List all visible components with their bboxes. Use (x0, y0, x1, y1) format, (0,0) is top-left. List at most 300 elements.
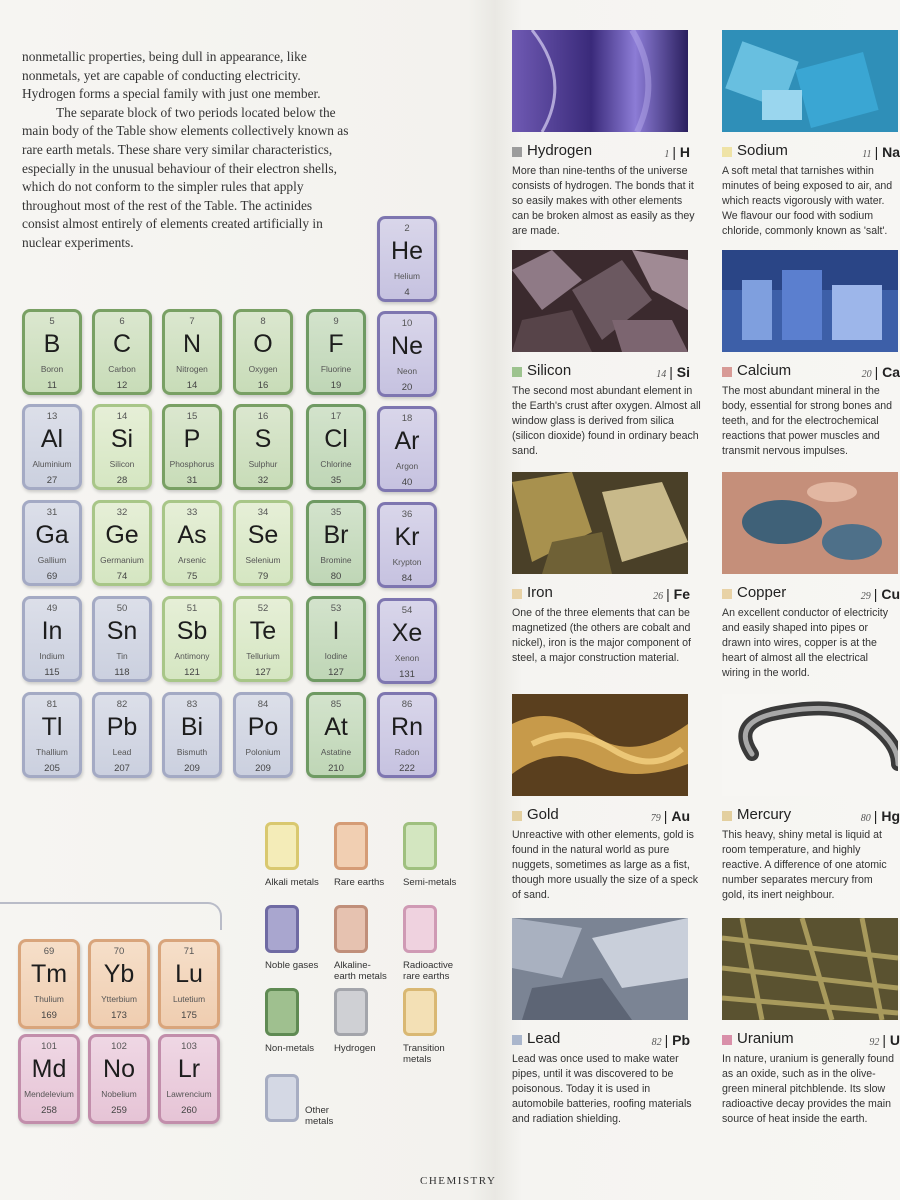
tile-atomic-number: 18 (401, 413, 413, 424)
caption-hydrogen (512, 142, 702, 162)
element-symbol: Au (671, 808, 690, 824)
tile-name: Tellurium (246, 651, 280, 661)
tile-atomic-weight: 16 (257, 380, 269, 391)
element-symbol: Na (882, 144, 900, 160)
tile-atomic-number: 17 (330, 411, 342, 422)
tile-atomic-weight: 127 (255, 667, 271, 678)
tile-name: Sulphur (248, 459, 278, 469)
legend-label-alkali: Alkali metals (265, 877, 319, 888)
caption-lead (512, 1030, 702, 1050)
tile-atomic-number: 102 (111, 1041, 127, 1052)
legend-label-alkaline: Alkaline-earth metals (334, 960, 387, 982)
intro-paragraph-1: nonmetallic properties, being dull in appearance, like nonmetals, yet are capable of conducting electricity. Hydrogen forms a special family with just one member. (22, 49, 321, 102)
tile-atomic-number: 33 (186, 507, 198, 518)
tile-atomic-weight: 118 (114, 667, 130, 678)
category-swatch (512, 1035, 522, 1045)
element-code (664, 144, 690, 160)
tile-name: Gallium (37, 555, 67, 565)
tile-name: Radon (394, 747, 420, 757)
tile-atomic-number: 86 (401, 699, 413, 710)
tile-atomic-number: 84 (257, 699, 269, 710)
tile-atomic-weight: 20 (401, 382, 413, 393)
tile-atomic-weight: 80 (330, 571, 342, 582)
tile-symbol: Xe (391, 619, 423, 647)
tile-atomic-number: 53 (330, 603, 342, 614)
caption-sodium (722, 142, 900, 162)
tile-atomic-weight: 12 (116, 380, 128, 391)
photo-mercury (722, 694, 898, 796)
category-swatch (512, 147, 522, 157)
element-name: Calcium (737, 362, 792, 379)
atomic-number: 26 (653, 591, 664, 602)
element-symbol: Pb (672, 1032, 690, 1048)
element-tile-tm (18, 939, 80, 1029)
tile-atomic-number: 71 (183, 946, 195, 957)
element-tile-cl (306, 404, 366, 490)
element-tile-lu (158, 939, 220, 1029)
tile-atomic-weight: 259 (111, 1105, 127, 1116)
caption-calcium (722, 362, 900, 382)
caption-gold (512, 806, 702, 826)
tile-symbol: Sn (106, 617, 138, 645)
element-tile-f (306, 309, 366, 395)
divider: | (672, 144, 680, 160)
tile-atomic-number: 6 (119, 316, 125, 327)
tile-atomic-number: 5 (49, 316, 55, 327)
legend-swatch-alkali (265, 822, 299, 870)
element-tile-sn (92, 596, 152, 682)
rare-earth-bracket (0, 902, 222, 930)
tile-symbol: In (41, 617, 63, 645)
element-tile-lr (158, 1034, 220, 1124)
tile-atomic-weight: 169 (41, 1010, 57, 1021)
element-tile-n (162, 309, 222, 395)
tile-symbol: Rn (391, 713, 423, 741)
element-tile-te (233, 596, 293, 682)
tile-symbol: Lr (177, 1055, 201, 1083)
element-tile-no (88, 1034, 150, 1124)
tile-name: Thulium (34, 994, 64, 1004)
element-tile-md (18, 1034, 80, 1124)
tile-atomic-weight: 79 (257, 571, 269, 582)
tile-atomic-number: 49 (46, 603, 58, 614)
element-code (861, 586, 900, 602)
tile-atomic-number: 101 (41, 1041, 57, 1052)
tile-atomic-weight: 14 (186, 380, 198, 391)
tile-name: Chlorine (320, 459, 352, 469)
tile-atomic-weight: 27 (46, 475, 58, 486)
element-symbol: Cu (881, 586, 900, 602)
tile-atomic-number: 85 (330, 699, 342, 710)
tile-atomic-weight: 74 (116, 571, 128, 582)
tile-atomic-weight: 209 (255, 763, 271, 774)
category-swatch (512, 811, 522, 821)
tile-name: Astatine (320, 747, 352, 757)
atomic-number: 82 (651, 1037, 662, 1048)
element-tile-c (92, 309, 152, 395)
tile-symbol: Ge (105, 521, 139, 549)
tile-symbol: Bi (180, 713, 204, 741)
tile-atomic-weight: 11 (47, 380, 57, 391)
divider: | (666, 586, 674, 602)
element-name: Silicon (527, 362, 572, 379)
tile-name: Nobelium (101, 1089, 137, 1099)
category-swatch (722, 589, 732, 599)
tile-atomic-number: 13 (46, 411, 58, 422)
tile-atomic-number: 103 (181, 1041, 197, 1052)
caption-uranium (722, 1030, 900, 1050)
tile-atomic-weight: 210 (328, 763, 344, 774)
tile-atomic-weight: 207 (114, 763, 130, 774)
legend-label-transition: Transition metals (403, 1043, 445, 1065)
element-symbol: H (679, 144, 690, 160)
tile-name: Antimony (174, 651, 210, 661)
tile-name: Indium (39, 651, 65, 661)
legend-swatch-radio (403, 905, 437, 953)
element-tile-po (233, 692, 293, 778)
tile-symbol: Sb (176, 617, 208, 645)
photo-hydrogen (512, 30, 688, 132)
tile-name: Polonium (245, 747, 281, 757)
tile-atomic-weight: 115 (44, 667, 60, 678)
tile-name: Lawrencium (166, 1089, 212, 1099)
tile-name: Ytterbium (101, 994, 137, 1004)
legend-label-semi: Semi-metals (403, 877, 457, 888)
description-lead: Lead was once used to make water pipes, until it was discovered to be poisonous. Today it is used in automobile batteries, roofing materials and radiation shielding. (512, 1053, 692, 1125)
element-tile-kr (377, 502, 437, 588)
tile-symbol: He (391, 237, 423, 265)
tile-atomic-weight: 32 (257, 475, 269, 486)
element-tile-tl (22, 692, 82, 778)
caption-silicon (512, 362, 702, 382)
tile-name: Iodine (324, 651, 348, 661)
element-tile-sb (162, 596, 222, 682)
element-code (653, 586, 690, 602)
description-calcium: The most abundant mineral in the body, essential for strong bones and teeth, and for the electrochemical reactions that power muscles and transmit nervous impulses. (722, 385, 893, 457)
element-tile-se (233, 500, 293, 586)
atomic-number: 1 (664, 149, 670, 160)
tile-atomic-weight: 127 (328, 667, 344, 678)
tile-atomic-weight: 260 (181, 1105, 197, 1116)
tile-symbol: Md (31, 1055, 67, 1083)
tile-name: Fluorine (320, 364, 352, 374)
tile-name: Lutetium (172, 994, 206, 1004)
legend-label-radio: Radioactive rare earths (403, 960, 454, 982)
element-symbol: Fe (673, 586, 690, 602)
divider: | (664, 1032, 673, 1048)
tile-atomic-number: 36 (401, 509, 413, 520)
tile-atomic-number: 8 (260, 316, 266, 327)
tile-name: Aluminium (32, 459, 72, 469)
photo-copper (722, 472, 898, 574)
legend-label-rare: Rare earths (334, 877, 385, 888)
element-tile-ne (377, 311, 437, 397)
tile-atomic-number: 82 (116, 699, 128, 710)
tile-symbol: Tl (41, 713, 63, 741)
tile-name: Lead (112, 747, 132, 757)
legend-label-other: Other metals (305, 1105, 334, 1127)
legend-label-nonmetals: Non-metals (265, 1043, 315, 1054)
tile-symbol: F (328, 330, 344, 358)
tile-atomic-weight: 258 (41, 1105, 57, 1116)
element-tile-yb (88, 939, 150, 1029)
legend-swatch-hydrogen (334, 988, 368, 1036)
tile-atomic-number: 15 (186, 411, 198, 422)
element-tile-in (22, 596, 82, 682)
tile-atomic-number: 7 (189, 316, 195, 327)
tile-atomic-weight: 75 (186, 571, 198, 582)
legend-swatch-other (265, 1074, 299, 1122)
legend-label-noble: Noble gases (265, 960, 319, 971)
element-name: Copper (737, 584, 787, 601)
tile-atomic-number: 51 (186, 603, 198, 614)
tile-atomic-weight: 19 (330, 380, 342, 391)
tile-atomic-weight: 205 (44, 763, 60, 774)
tile-atomic-weight: 35 (330, 475, 342, 486)
photo-uranium (722, 918, 898, 1020)
tile-atomic-weight: 40 (401, 477, 413, 488)
tile-symbol: C (112, 330, 132, 358)
tile-name: Xenon (394, 653, 420, 663)
tile-symbol: Tm (30, 960, 68, 988)
category-swatch (512, 367, 522, 377)
description-iron: One of the three elements that can be magnetized (the others are cobalt and nickel), iron is the major component of steel, a major construction material. (512, 607, 691, 664)
legend-swatch-nonmetals (265, 988, 299, 1036)
legend-label-hydrogen: Hydrogen (334, 1043, 376, 1054)
atomic-number: 92 (869, 1037, 880, 1048)
tile-name: Tin (116, 651, 128, 661)
legend-swatch-semi (403, 822, 437, 870)
tile-symbol: N (182, 330, 202, 358)
tile-symbol: Yb (103, 960, 135, 988)
element-symbol: U (889, 1032, 900, 1048)
element-tile-ga (22, 500, 82, 586)
tile-name: Krypton (392, 557, 422, 567)
tile-name: Phosphorus (169, 459, 215, 469)
element-tile-o (233, 309, 293, 395)
tile-name: Selenium (245, 555, 281, 565)
tile-symbol: Te (249, 617, 277, 645)
tile-atomic-weight: 209 (184, 763, 200, 774)
element-tile-xe (377, 598, 437, 684)
tile-atomic-number: 32 (116, 507, 128, 518)
tile-name: Germanium (100, 555, 144, 565)
tile-name: Mendelevium (24, 1089, 74, 1099)
element-name: Gold (527, 806, 559, 823)
element-name: Sodium (737, 142, 788, 159)
tile-symbol: P (183, 425, 201, 453)
atomic-number: 79 (650, 813, 661, 824)
legend-swatch-rare (334, 822, 368, 870)
tile-atomic-number: 81 (46, 699, 58, 710)
divider: | (874, 144, 883, 160)
tile-name: Argon (395, 461, 419, 471)
tile-atomic-number: 10 (401, 318, 413, 329)
element-name: Uranium (737, 1030, 794, 1047)
intro-text (22, 48, 352, 253)
element-tile-si (92, 404, 152, 490)
tile-name: Boron (40, 364, 64, 374)
element-tile-he (377, 216, 437, 302)
divider: | (669, 364, 677, 380)
atomic-number: 11 (862, 149, 872, 160)
tile-atomic-number: 16 (257, 411, 269, 422)
description-mercury: This heavy, shiny metal is liquid at room temperature, and highly reactive. A difference of one atomic number separates mercury from gold, its inert neighbour. (722, 829, 887, 901)
tile-symbol: Br (323, 521, 349, 549)
tile-symbol: I (332, 617, 340, 645)
element-code (652, 1032, 690, 1048)
tile-symbol: Lu (175, 960, 203, 988)
tile-symbol: Si (110, 425, 134, 453)
atomic-number: 14 (656, 369, 667, 380)
element-name: Lead (527, 1030, 561, 1047)
tile-atomic-weight: 28 (116, 475, 128, 486)
divider: | (873, 808, 882, 824)
element-symbol: Hg (881, 808, 900, 824)
intro-paragraph-2: The separate block of two periods located below the main body of the Table show elements collectively known as rare earth metals. These share very similar characteristics, especially in the unusual behaviour of their electron shells, which do not conform to the simpler rules that apply throughout most of the rest of the Table. The actinides consist almost entirely of elements created artificially in nuclear experiments. (22, 104, 349, 250)
page-footer: CHEMISTRY (420, 1175, 497, 1187)
legend-swatch-alkaline (334, 905, 368, 953)
element-tile-rn (377, 692, 437, 778)
tile-symbol: Al (40, 425, 64, 453)
element-code (861, 808, 900, 824)
tile-atomic-weight: 69 (46, 571, 58, 582)
tile-symbol: Ne (391, 332, 423, 360)
element-tile-i (306, 596, 366, 682)
tile-name: Silicon (109, 459, 135, 469)
tile-symbol: At (324, 713, 348, 741)
tile-symbol: S (254, 425, 272, 453)
tile-name: Bismuth (176, 747, 208, 757)
element-tile-as (162, 500, 222, 586)
description-sodium: A soft metal that tarnishes within minutes of being exposed to air, and which reacts vigorously with water. We flavour our food with sodium chloride, commonly known as 'salt'. (722, 165, 893, 237)
caption-mercury (722, 806, 900, 826)
description-hydrogen: More than nine-tenths of the universe consists of hydrogen. The bonds that it so easily makes with other elements can be broken almost as easily as they are made. (512, 165, 695, 237)
tile-symbol: Po (247, 713, 279, 741)
category-swatch (722, 1035, 732, 1045)
element-code (869, 1032, 900, 1048)
element-tile-p (162, 404, 222, 490)
tile-atomic-weight: 131 (399, 669, 415, 680)
element-code (651, 808, 690, 824)
tile-name: Neon (396, 366, 418, 376)
element-name: Iron (527, 584, 553, 601)
tile-atomic-weight: 31 (186, 475, 198, 486)
divider: | (663, 808, 672, 824)
tile-atomic-weight: 173 (111, 1010, 127, 1021)
divider: | (882, 1032, 890, 1048)
tile-symbol: Ga (35, 521, 69, 549)
tile-name: Arsenic (178, 555, 206, 565)
description-copper: An excellent conductor of electricity and easily shaped into pipes or drawn into wires, copper is at the heart of almost all the electrical wiring in the world. (722, 607, 889, 679)
photo-sodium (722, 30, 898, 132)
tile-name: Oxygen (248, 364, 278, 374)
element-name: Hydrogen (527, 142, 593, 159)
atomic-number: 29 (860, 591, 871, 602)
element-tile-br (306, 500, 366, 586)
element-tile-pb (92, 692, 152, 778)
element-code (862, 144, 900, 160)
divider: | (874, 364, 883, 380)
tile-symbol: Cl (324, 425, 348, 453)
tile-atomic-number: 50 (116, 603, 128, 614)
element-symbol: Ca (882, 364, 900, 380)
element-tile-s (233, 404, 293, 490)
tile-atomic-number: 52 (257, 603, 269, 614)
tile-symbol: As (177, 521, 207, 549)
category-swatch (512, 589, 522, 599)
photo-gold (512, 694, 688, 796)
tile-name: Bromine (320, 555, 352, 565)
tile-atomic-number: 31 (46, 507, 58, 518)
tile-atomic-weight: 4 (404, 287, 410, 298)
category-swatch (722, 147, 732, 157)
tile-atomic-number: 69 (43, 946, 55, 957)
legend-swatch-noble (265, 905, 299, 953)
tile-atomic-number: 54 (401, 605, 413, 616)
photo-iron (512, 472, 688, 574)
description-silicon: The second most abundant element in the Earth's crust after oxygen. Almost all window glass is derived from silica (silicon dioxide) found in ordinary beach sand. (512, 385, 701, 457)
caption-iron (512, 584, 702, 604)
element-tile-b (22, 309, 82, 395)
element-tile-ge (92, 500, 152, 586)
legend-swatch-transition (403, 988, 437, 1036)
description-gold: Unreactive with other elements, gold is found in the natural world as pure nuggets, sometimes as large as a fist, though more usually the size of a speck of sand. (512, 829, 699, 901)
tile-atomic-weight: 175 (181, 1010, 197, 1021)
tile-atomic-number: 83 (186, 699, 198, 710)
tile-atomic-number: 35 (330, 507, 342, 518)
tile-name: Nitrogen (176, 364, 208, 374)
atomic-number: 20 (861, 369, 872, 380)
element-symbol: Si (676, 364, 690, 380)
element-tile-ar (377, 406, 437, 492)
tile-atomic-number: 14 (116, 411, 128, 422)
element-tile-al (22, 404, 82, 490)
tile-symbol: No (103, 1055, 135, 1083)
tile-symbol: Pb (106, 713, 138, 741)
tile-name: Thallium (36, 747, 68, 757)
element-name: Mercury (737, 806, 792, 823)
tile-atomic-number: 70 (113, 946, 125, 957)
caption-copper (722, 584, 900, 604)
tile-atomic-number: 34 (257, 507, 269, 518)
element-code (656, 364, 690, 380)
tile-symbol: O (253, 330, 273, 358)
tile-atomic-number: 9 (333, 316, 339, 327)
tile-name: Carbon (108, 364, 136, 374)
tile-atomic-number: 2 (404, 223, 410, 234)
element-code (862, 364, 900, 380)
element-tile-at (306, 692, 366, 778)
tile-atomic-weight: 121 (184, 667, 200, 678)
photo-lead (512, 918, 688, 1020)
tile-symbol: Ar (394, 427, 420, 455)
divider: | (873, 586, 882, 602)
category-swatch (722, 367, 732, 377)
tile-symbol: B (43, 330, 61, 358)
atomic-number: 80 (860, 813, 871, 824)
photo-calcium (722, 250, 898, 352)
photo-silicon (512, 250, 688, 352)
tile-name: Helium (393, 271, 421, 281)
tile-atomic-weight: 84 (401, 573, 413, 584)
description-uranium: In nature, uranium is generally found as an oxide, such as in the olive-green mineral pitchblende. Its slow radioactive decay provides the main source of heat inside the earth. (722, 1053, 894, 1125)
element-tile-bi (162, 692, 222, 778)
tile-symbol: Kr (394, 523, 420, 551)
tile-symbol: Se (247, 521, 279, 549)
tile-atomic-weight: 222 (399, 763, 415, 774)
category-swatch (722, 811, 732, 821)
